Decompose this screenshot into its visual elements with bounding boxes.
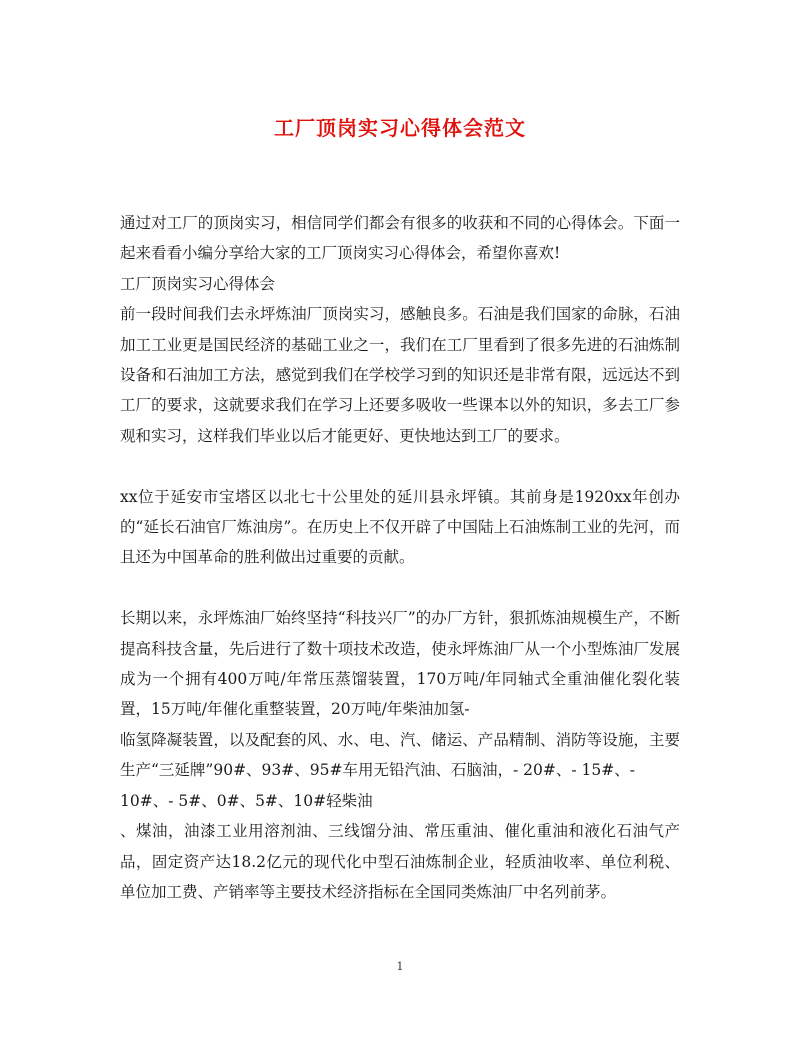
page-number: 1 — [396, 960, 404, 973]
section-heading: 工厂顶岗实习心得体会 — [120, 274, 276, 293]
paragraph-gap — [120, 451, 680, 481]
body-paragraph: 10#、- 5#、0#、5#、10#轻柴油 — [120, 791, 373, 810]
body-paragraph: xx位于延安市宝塔区以北七十公里处的延川县永坪镇。其前身是1920xx年创办的“延长石油官厂炼油房”。在历史上不仅开辟了中国陆上石油炼制工业的先河，而且还为中国革命的胜利做出过重要的贡献。 — [120, 487, 680, 567]
paragraph-gap — [120, 573, 680, 603]
body-paragraph: 长期以来，永坪炼油厂始终坚持“科技兴厂”的办厂方针，狠抓炼油规模生产，不断提高科技含量，先后进行了数十项技术改造，使永坪炼油厂从一个小型炼油厂发展成为一个拥有400万吨/年常压蒸馏装置，170万吨/年同轴式全重油催化裂化装置，15万吨/年催化重整装置，20万吨/年柴油加氢- — [120, 609, 680, 719]
document-title: 工厂顶岗实习心得体会范文 — [274, 116, 526, 140]
body-paragraph: 临氢降凝装置，以及配套的风、水、电、汽、储运、产品精制、消防等设施，主要生产“三延牌”90#、93#、95#车用无铅汽油、石脑油，- 20#、- 15#、- — [120, 730, 680, 780]
document-body — [120, 208, 680, 907]
body-paragraph: 、煤油，油漆工业用溶剂油、三线馏分油、常压重油、催化重油和液化石油气产品，固定资产达18.2亿元的现代化中型石油炼制企业，轻质油收率、单位利税、单位加工费、产销率等主要技术经济指标在全国同类炼油厂中名列前茅。 — [120, 822, 680, 901]
body-paragraph: 前一段时间我们去永坪炼油厂顶岗实习，感触良多。石油是我们国家的命脉，石油加工工业更是国民经济的基础工业之一，我们在工厂里看到了很多先进的石油炼制设备和石油加工方法，感觉到我们在学校学习到的知识还是非常有限，远远达不到工厂的要求，这就要求我们在学习上还要多吸收一些课本以外的知识，多去工厂参观和实习，这样我们毕业以后才能更好、更快地达到工厂的要求。 — [120, 305, 680, 445]
intro-paragraph: 通过对工厂的顶岗实习，相信同学们都会有很多的收获和不同的心得体会。下面一起来看看小编分享给大家的工厂顶岗实习心得体会，希望你喜欢! — [120, 214, 680, 263]
